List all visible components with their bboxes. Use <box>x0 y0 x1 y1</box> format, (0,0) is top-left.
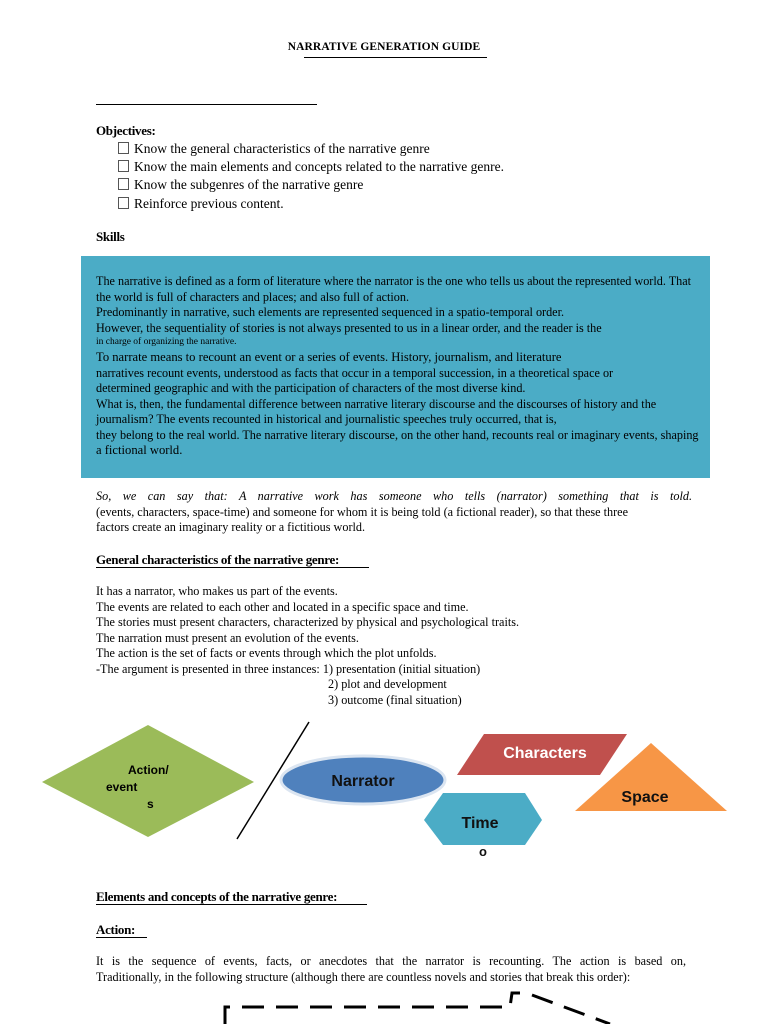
skills-line: journalism? The events recounted in historical and journalistic speeches truly occurred, that is, <box>96 412 557 426</box>
checkbox-icon <box>118 197 129 209</box>
dashed-path <box>532 995 610 1024</box>
time-label: Time <box>461 815 499 832</box>
objective-item: Know the subgenres of the narrative genre <box>118 176 504 194</box>
narrative-elements-diagram <box>0 712 768 872</box>
summary-line: (events, characters, space-time) and someone for whom it is being told (a fictional reader), so that these three <box>96 504 628 519</box>
checkbox-icon <box>118 160 129 172</box>
skills-line: determined geographic and with the participation of characters of the most diverse kind. <box>96 381 526 395</box>
elements-heading: Elements and concepts of the narrative genre: <box>96 889 367 905</box>
general-item: The events are related to each other and located in a specific space and time. <box>96 599 469 614</box>
objectives-heading: Objectives: <box>96 123 156 138</box>
skills-line: However, the sequentiality of stories is not always presented to us in a linear order, and the reader is the <box>96 320 602 335</box>
space-label: Space <box>621 789 669 806</box>
objectives-list <box>118 140 504 213</box>
skills-line: What is, then, the fundamental difference between narrative literary discourse and the discourses of history and the <box>96 396 657 411</box>
skills-line: Predominantly in narrative, such elements are represented sequenced in a spatio-temporal order. <box>96 305 565 319</box>
action-label: s <box>147 797 154 811</box>
skills-line: the world is full of characters and places; and also full of action. <box>96 289 410 304</box>
checkbox-icon <box>118 178 129 190</box>
general-list <box>96 584 519 708</box>
objective-item: Know the general characteristics of the narrative genre <box>118 140 504 158</box>
characters-label: Characters <box>503 745 587 762</box>
narrator-label: Narrator <box>331 773 395 790</box>
summary-paragraph <box>96 489 692 536</box>
general-item: It has a narrator, who makes us part of the events. <box>96 584 338 598</box>
structure-dashed-diagram <box>0 985 768 1024</box>
general-item: The stories must present characters, characterized by physical and psychological traits. <box>96 615 520 629</box>
action-line: It is the sequence of events, facts, or anecdotes that the narrator is recounting. The action is based on, <box>96 954 686 968</box>
time-extra-label: o <box>479 844 487 859</box>
skills-line: narratives recount events, understood as facts that occur in a temporal succession, in a theoretical space or <box>96 365 614 380</box>
summary-line: factors create an imaginary reality or a fictitious world. <box>96 520 366 534</box>
action-line: Traditionally, in the following structure (although there are countless novels and stories that break this order): <box>96 969 631 984</box>
document-title: NARRATIVE GENERATION GUIDE <box>287 41 481 53</box>
skills-line: they belong to the real world. The narrative literary discourse, on the other hand, recounts real or imaginary events, shaping <box>96 427 699 442</box>
skills-line: The narrative is defined as a form of literature where the narrator is the one who tells us about the represented world. That <box>96 274 692 288</box>
general-item: The action is the set of facts or events through which the plot unfolds. <box>96 646 437 660</box>
action-label: Action/ <box>128 763 169 777</box>
dashed-path <box>225 993 520 1024</box>
checkbox-icon <box>118 142 129 154</box>
skills-line: in charge of organizing the narrative. <box>96 337 237 347</box>
skills-heading: Skills <box>96 229 125 244</box>
general-sub-item: 2) plot and development <box>328 677 447 691</box>
general-sub-item: 3) outcome (final situation) <box>328 692 462 707</box>
title-underline <box>304 57 487 58</box>
summary-italic-line: So, we can say that: A narrative work has someone who tells (narrator) something that is told. <box>96 489 692 503</box>
action-label: event <box>106 780 138 794</box>
objective-item: Know the main elements and concepts related to the narrative genre. <box>118 158 504 176</box>
action-diamond-shape <box>42 725 254 837</box>
skills-line: To narrate means to recount an event or a series of events. History, journalism, and literature <box>96 350 562 364</box>
general-heading: General characteristics of the narrative genre: <box>96 552 369 568</box>
skills-line: a fictional world. <box>96 443 183 457</box>
skills-text <box>96 274 756 459</box>
action-heading: Action: <box>96 922 147 938</box>
blank-line <box>96 104 317 105</box>
action-description <box>96 954 686 985</box>
general-item: The narration must present an evolution of the events. <box>96 630 359 645</box>
objective-item: Reinforce previous content. <box>118 195 504 213</box>
general-item: -The argument is presented in three instances: 1) presentation (initial situation) <box>96 661 481 676</box>
